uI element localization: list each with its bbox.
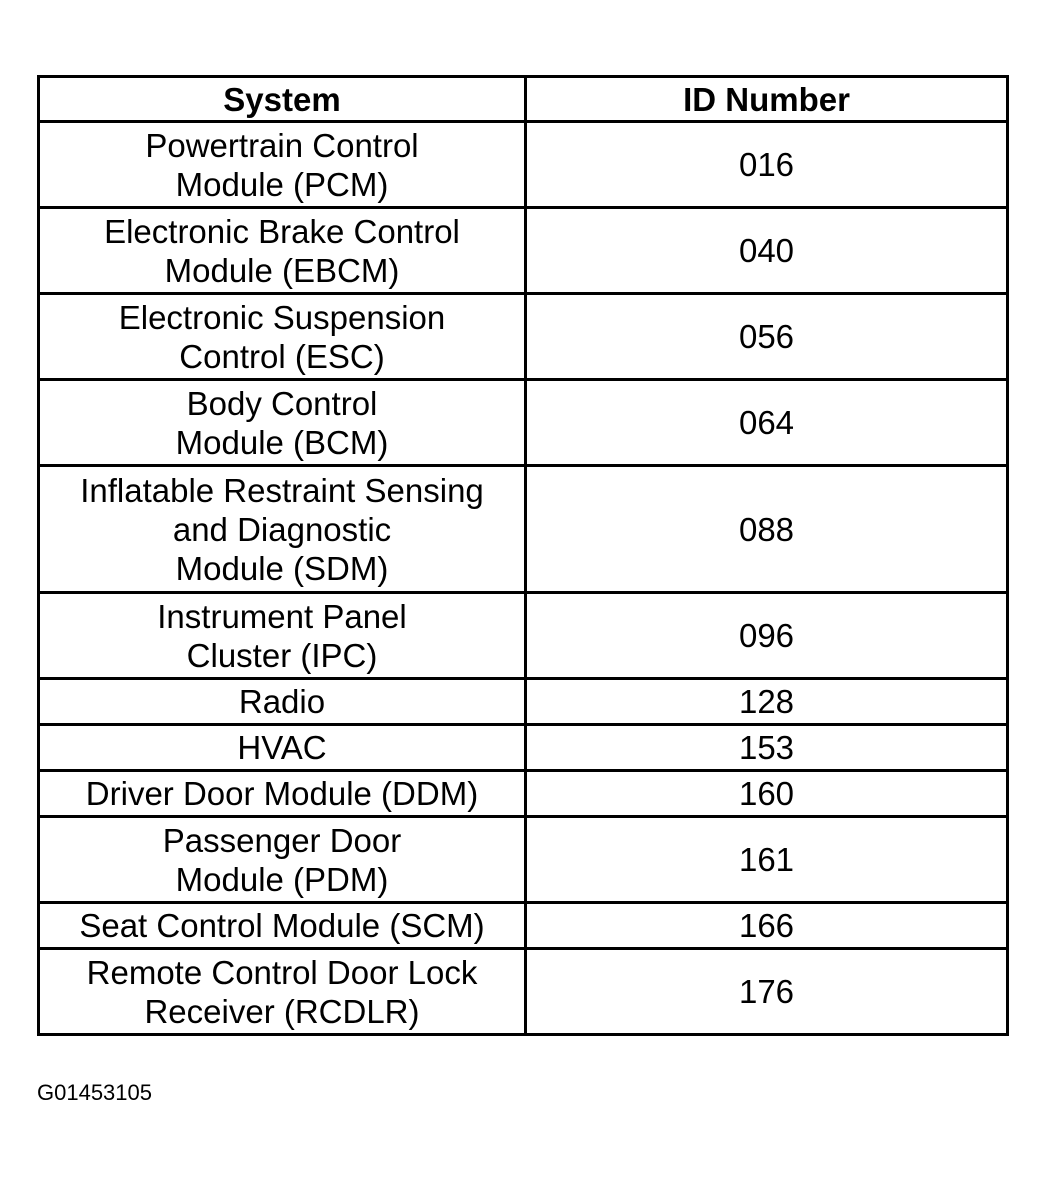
system-cell: Seat Control Module (SCM) [39,903,526,949]
id-cell: 016 [526,122,1008,208]
system-cell: Radio [39,679,526,725]
table-row [39,679,1008,725]
table-row [39,903,1008,949]
table-row [39,208,1008,294]
table-row [39,294,1008,380]
id-cell: 166 [526,903,1008,949]
table-row [39,122,1008,208]
table-row [39,949,1008,1035]
id-cell: 064 [526,380,1008,466]
system-cell: Passenger Door Module (PDM) [39,817,526,903]
system-cell: Electronic Brake Control Module (EBCM) [39,208,526,294]
system-cell: Remote Control Door Lock Receiver (RCDLR) [39,949,526,1035]
system-cell: Body Control Module (BCM) [39,380,526,466]
id-cell: 160 [526,771,1008,817]
header-system: System [39,77,526,122]
table-row [39,380,1008,466]
id-cell: 153 [526,725,1008,771]
table-row [39,771,1008,817]
table-row [39,725,1008,771]
system-cell: Powertrain Control Module (PCM) [39,122,526,208]
id-cell: 056 [526,294,1008,380]
figure-id-caption: G01453105 [37,1080,152,1105]
header-row [39,77,1008,122]
table-row [39,466,1008,593]
id-cell: 128 [526,679,1008,725]
system-cell: Inflatable Restraint Sensing and Diagnostic Module (SDM) [39,466,526,593]
id-cell: 088 [526,466,1008,593]
system-cell: Electronic Suspension Control (ESC) [39,294,526,380]
table-row [39,593,1008,679]
system-cell: HVAC [39,725,526,771]
header-id-number: ID Number [526,77,1008,122]
table-row [39,817,1008,903]
id-cell: 096 [526,593,1008,679]
system-id-table [37,75,1009,1036]
id-cell: 161 [526,817,1008,903]
id-cell: 176 [526,949,1008,1035]
system-cell: Driver Door Module (DDM) [39,771,526,817]
system-cell: Instrument Panel Cluster (IPC) [39,593,526,679]
id-cell: 040 [526,208,1008,294]
